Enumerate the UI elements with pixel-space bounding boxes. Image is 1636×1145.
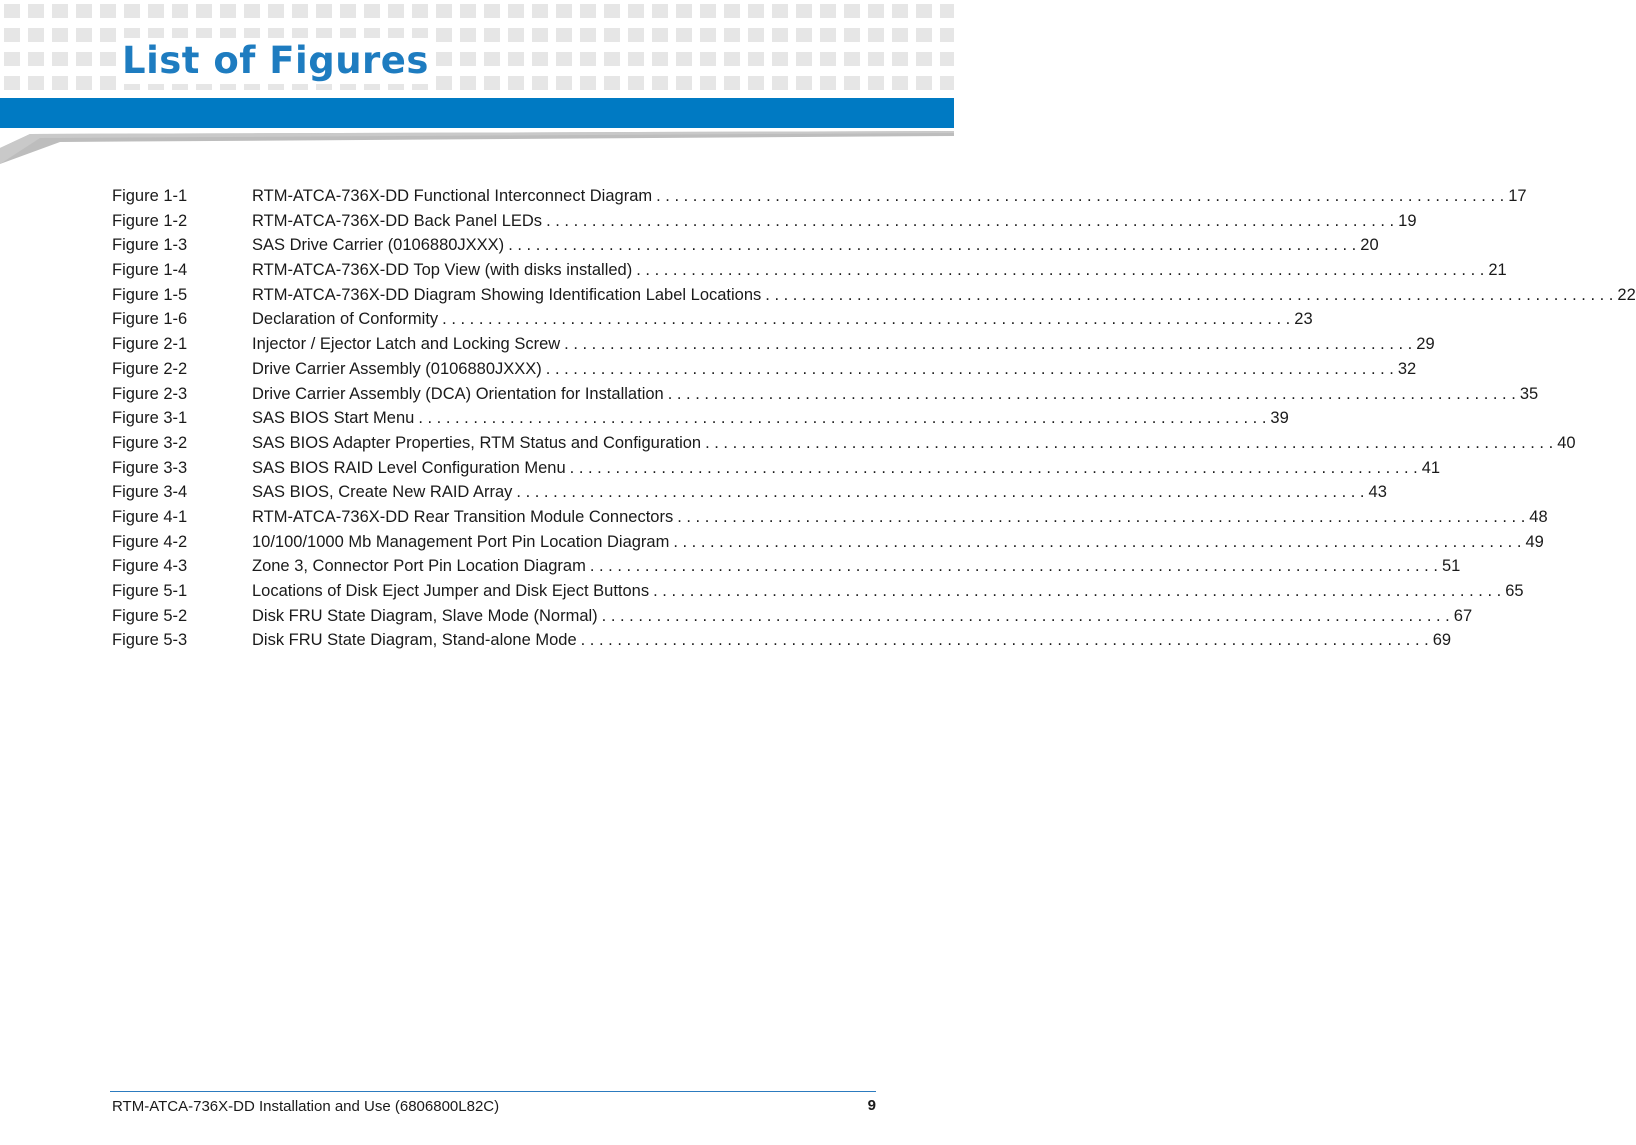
figure-page-number: 69 (1432, 631, 1452, 650)
figure-page-number: 20 (1360, 236, 1379, 255)
dot-leader (653, 579, 1501, 604)
figure-page-number: 41 (1421, 458, 1441, 477)
figure-entry[interactable] (112, 406, 1289, 431)
dot-leader (508, 233, 1356, 258)
dot-leader (656, 184, 1504, 209)
dot-leader (673, 530, 1521, 555)
figure-number: Figure 2-1 (112, 335, 188, 354)
dot-leader (705, 431, 1553, 456)
figure-page-number: 35 (1519, 384, 1539, 403)
figure-entry[interactable] (112, 505, 1548, 530)
figure-number: Figure 4-1 (112, 507, 188, 526)
figure-entry[interactable] (112, 554, 1461, 579)
figure-entry[interactable] (112, 233, 1379, 258)
figure-number: Figure 1-5 (112, 285, 188, 304)
figure-number: Figure 1-6 (112, 310, 188, 329)
figure-entry[interactable] (112, 456, 1441, 481)
figure-page-number: 49 (1525, 532, 1544, 551)
figure-number: Figure 3-4 (112, 483, 188, 502)
figure-entry[interactable] (112, 258, 1507, 283)
figure-page-number: 19 (1398, 211, 1417, 230)
figure-page-number: 48 (1529, 507, 1548, 526)
figure-title: SAS BIOS, Create New RAID Array (252, 483, 513, 502)
figure-number: Figure 1-4 (112, 261, 188, 280)
figure-entry[interactable] (112, 357, 1417, 382)
figure-number: Figure 5-1 (112, 582, 188, 600)
figure-page-number: 22 (1617, 285, 1636, 304)
figure-title: Disk FRU State Diagram, Slave Mode (Normal) (252, 606, 598, 625)
dot-leader (581, 628, 1429, 653)
figure-number: Figure 3-1 (112, 409, 188, 428)
figure-entry[interactable] (112, 307, 1313, 332)
figure-title: Locations of Disk Eject Jumper and Disk Eject Buttons (252, 582, 650, 600)
dot-leader (602, 604, 1450, 629)
header-blue-band (0, 98, 954, 128)
figure-entry[interactable] (112, 184, 1527, 209)
figure-entry[interactable] (112, 579, 1524, 604)
figure-page-number: 23 (1294, 310, 1313, 329)
figure-number: Figure 3-3 (112, 458, 188, 477)
figure-number: Figure 4-3 (112, 557, 188, 576)
figure-page-number: 29 (1416, 335, 1435, 354)
figure-number: Figure 3-2 (112, 433, 188, 452)
figure-entry[interactable] (112, 209, 1417, 234)
figure-title: Drive Carrier Assembly (0106880JXXX) (252, 359, 542, 378)
figure-page-number: 21 (1488, 261, 1507, 280)
figure-title: RTM-ATCA-736X-DD Functional Interconnect Diagram (252, 187, 653, 205)
page-header (0, 0, 954, 165)
figure-title: RTM-ATCA-736X-DD Rear Transition Module Connectors (252, 507, 674, 526)
figure-entry[interactable] (112, 604, 1473, 629)
dot-leader (546, 357, 1394, 382)
figure-page-number: 32 (1397, 359, 1417, 378)
dot-leader (442, 307, 1290, 332)
figure-title: SAS Drive Carrier (0106880JXXX) (252, 236, 505, 255)
figure-title: RTM-ATCA-736X-DD Top View (with disks installed) (252, 261, 633, 280)
figure-title: Disk FRU State Diagram, Stand-alone Mode (252, 631, 577, 650)
figure-title: RTM-ATCA-736X-DD Back Panel LEDs (252, 211, 543, 230)
figure-page-number: 51 (1441, 557, 1461, 576)
figure-entry[interactable] (112, 628, 1452, 653)
figure-page-number: 39 (1270, 409, 1289, 428)
figure-title: SAS BIOS RAID Level Configuration Menu (252, 458, 566, 477)
figure-number: Figure 1-1 (112, 187, 188, 205)
figure-title: Zone 3, Connector Port Pin Location Diagram (252, 557, 586, 576)
figure-entry[interactable] (112, 283, 1636, 308)
figure-number: Figure 4-2 (112, 532, 188, 551)
figure-title: RTM-ATCA-736X-DD Diagram Showing Identification Label Locations (252, 285, 762, 304)
figure-number: Figure 1-3 (112, 236, 188, 255)
figure-page-number: 43 (1368, 483, 1387, 502)
dot-leader (546, 209, 1394, 234)
header-gray-wedge (0, 128, 954, 164)
figure-page-number: 65 (1505, 582, 1524, 600)
figure-number: Figure 2-2 (112, 359, 188, 378)
dot-leader (677, 505, 1525, 530)
figure-title: SAS BIOS Adapter Properties, RTM Status and Configuration (252, 433, 702, 452)
figure-entry[interactable] (112, 382, 1539, 407)
figure-entry[interactable] (112, 530, 1544, 555)
dot-leader (564, 332, 1412, 357)
figure-number: Figure 5-2 (112, 606, 188, 625)
dot-leader (418, 406, 1266, 431)
footer-rule (110, 1091, 876, 1092)
figure-title: 10/100/1000 Mb Management Port Pin Location Diagram (252, 532, 670, 551)
dot-leader (570, 456, 1418, 481)
footer-document-title: RTM-ATCA-736X-DD Installation and Use (6806800L82C) (112, 1098, 500, 1115)
dot-leader (590, 554, 1438, 579)
figure-title: SAS BIOS Start Menu (252, 409, 415, 428)
figure-number: Figure 1-2 (112, 211, 188, 230)
dot-leader (668, 382, 1516, 407)
figure-page-number: 67 (1453, 606, 1473, 625)
figure-entry[interactable] (112, 431, 1576, 456)
figure-list (112, 184, 1636, 653)
footer-page-number: 9 (867, 1097, 876, 1114)
figure-title: Declaration of Conformity (252, 310, 439, 329)
dot-leader (516, 480, 1364, 505)
dot-leader (765, 283, 1613, 308)
figure-page-number: 17 (1508, 187, 1527, 205)
figure-title: Drive Carrier Assembly (DCA) Orientation for Installation (252, 384, 664, 403)
figure-number: Figure 2-3 (112, 384, 188, 403)
figure-title: Injector / Ejector Latch and Locking Screw (252, 335, 561, 354)
figure-number: Figure 5-3 (112, 631, 188, 650)
page-title: List of Figures (122, 38, 435, 84)
dot-leader (636, 258, 1484, 283)
figure-page-number: 40 (1557, 433, 1576, 452)
figure-entry[interactable] (112, 480, 1387, 505)
figure-entry[interactable] (112, 332, 1435, 357)
